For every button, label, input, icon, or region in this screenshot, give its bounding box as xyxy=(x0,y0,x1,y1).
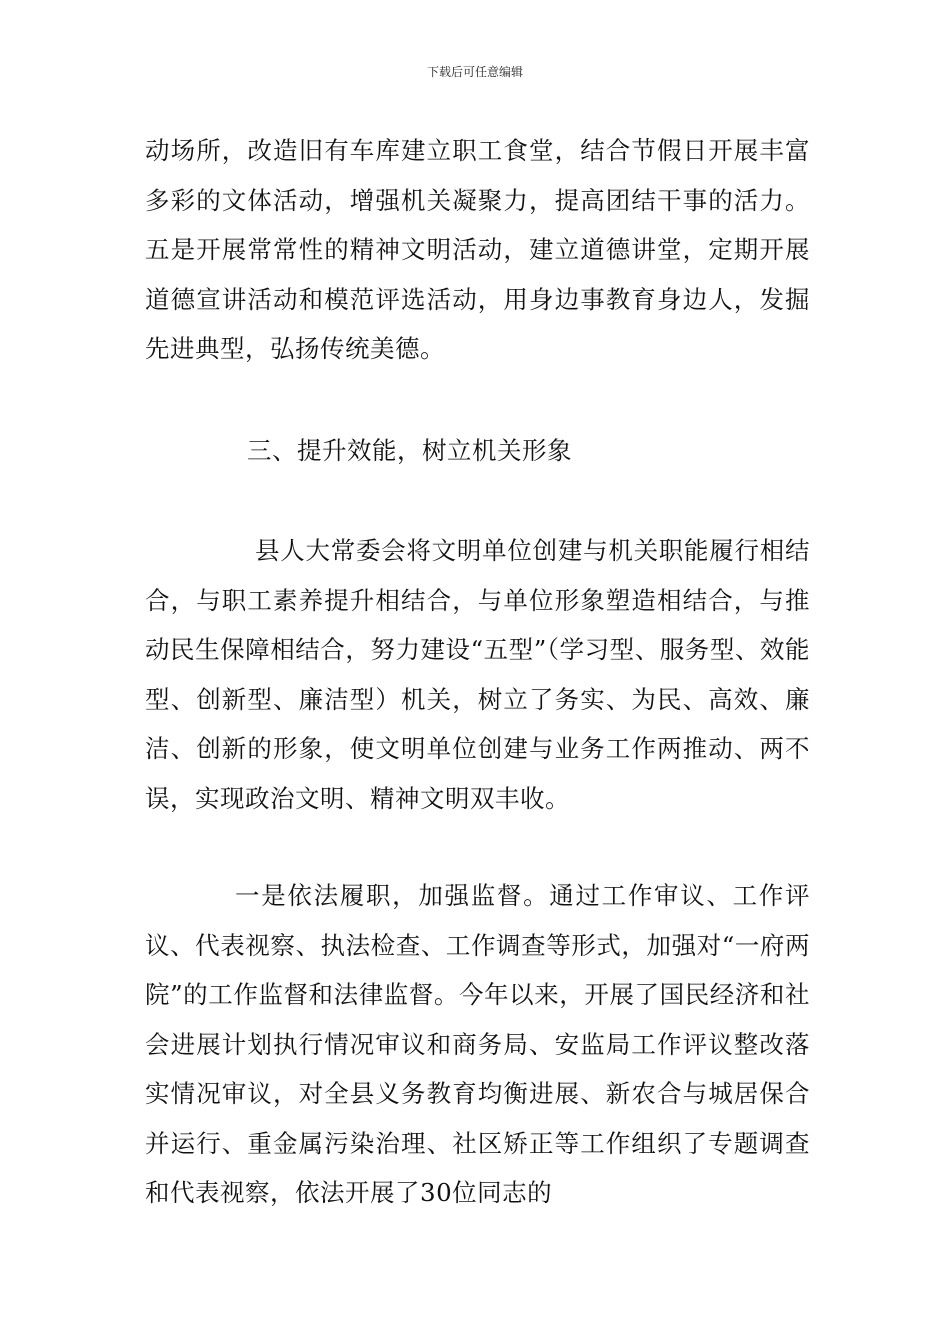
paragraph-overview: 县人大常委会将文明单位创建与机关职能履行相结合，与职工素养提升相结合，与单位形象塑造相结合，与推动民生保障相结合，努力建设“五型”（学习型、服务型、效能型、创新型、廉洁型）机关，树立了务实、为民、高效、廉洁、创新的形象，使文明单位创建与业务工作两推动、两不误，实现政治文明、精神文明双丰收。 xyxy=(145,536,810,813)
paragraph-supervision: 一是依法履职，加强监督。通过工作审议、工作评议、代表视察、执法检查、工作调查等形式，加强对“一府两院”的工作监督和法律监督。今年以来，开展了国民经济和社会进展计划执行情况审议和商务局、安监局工作评议整改落实情况审议，对全县义务教育均衡进展、新农合与城居保合并运行、重金属污染治理、社区矫正等工作组织了专题调查和代表视察，依法开展了30位同志的 xyxy=(145,881,810,1207)
page-header: 下载后可任意编辑 xyxy=(426,65,523,79)
section-heading: 三、提升效能，树立机关形象 xyxy=(247,436,572,465)
paragraph-continued: 动场所，改造旧有车库建立职工食堂，结合节假日开展丰富多彩的文体活动，增强机关凝聚力，提高团结干事的活力。五是开展常常性的精神文明活动，建立道德讲堂，定期开展道德宣讲活动和模范评选活动，用身边事教育身边人，发掘先进典型，弘扬传统美德。 xyxy=(145,136,810,363)
